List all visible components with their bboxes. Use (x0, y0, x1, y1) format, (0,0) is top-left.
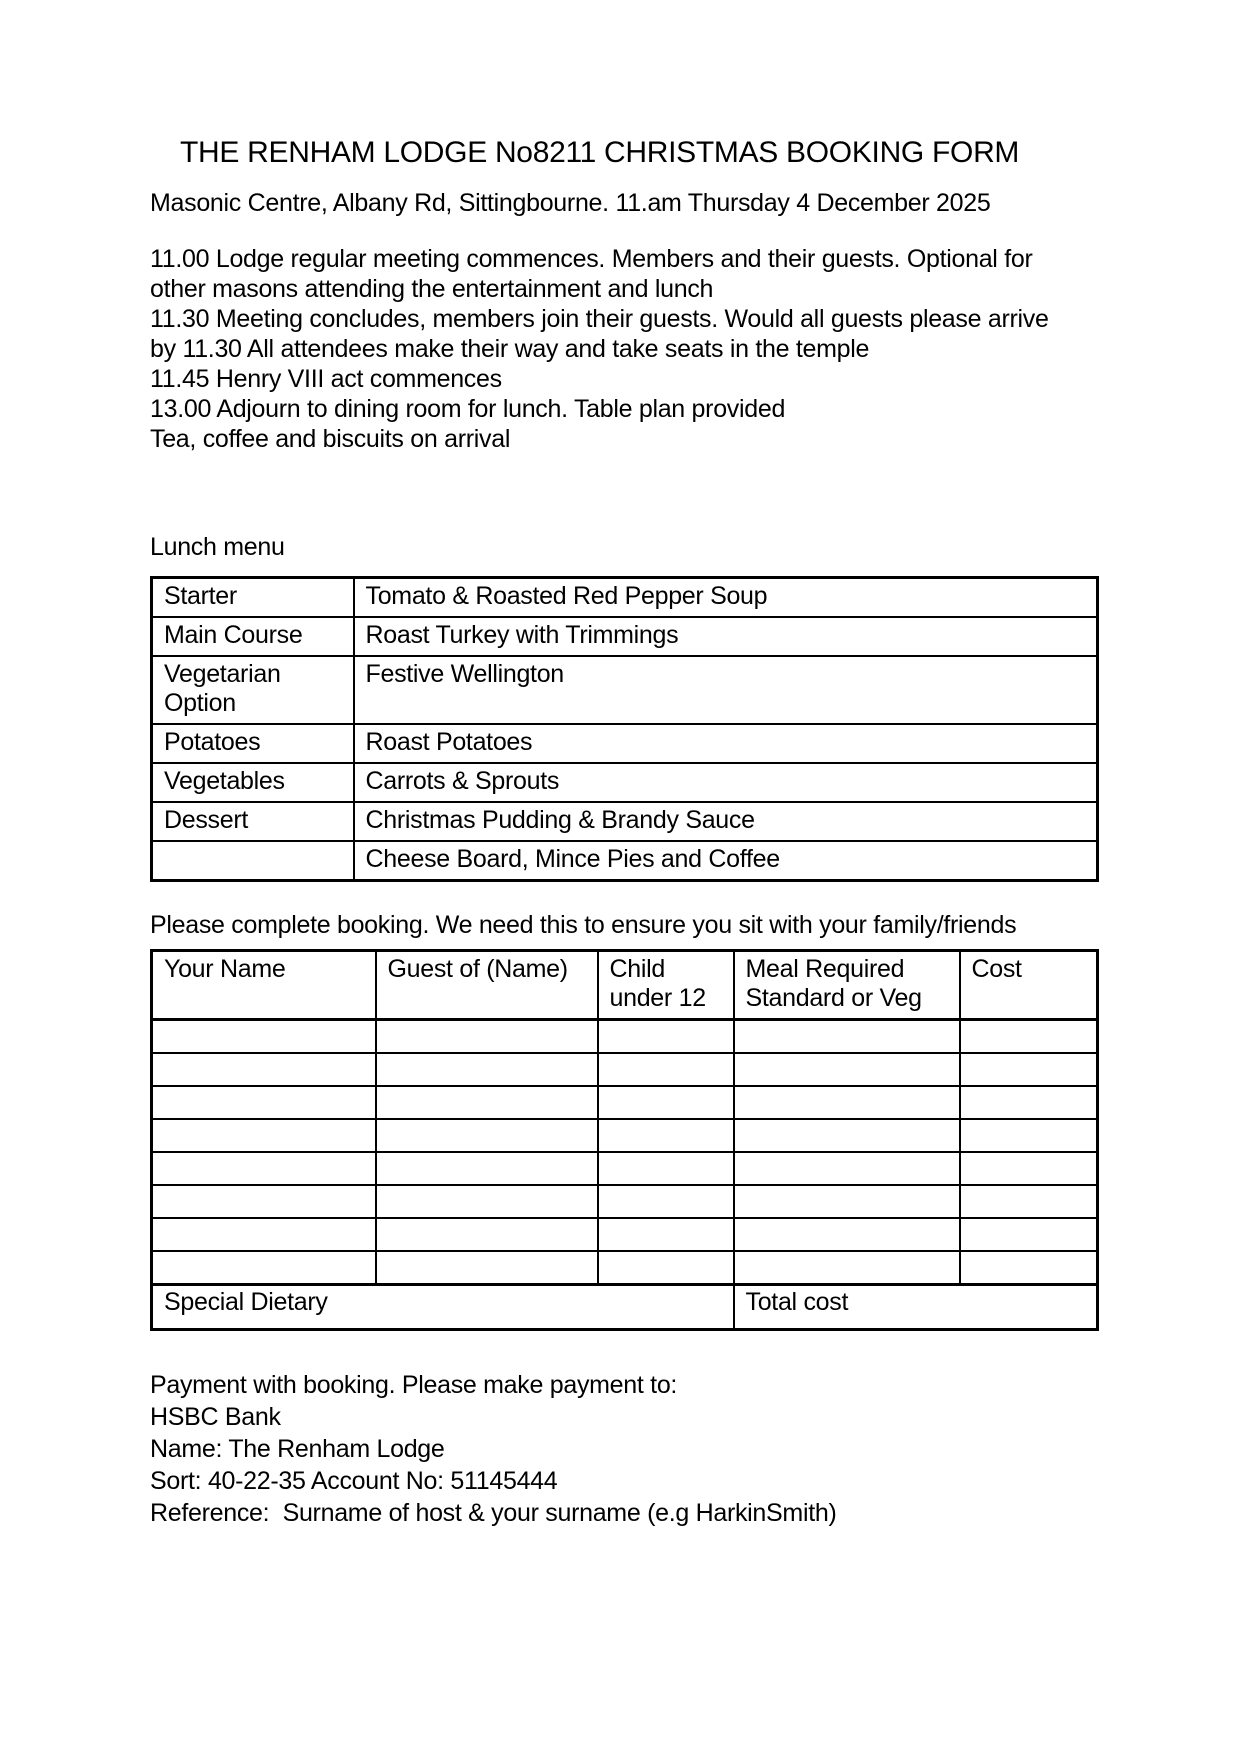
booking-column-header: Meal Required Standard or Veg (734, 951, 960, 1020)
payment-line: HSBC Bank (150, 1403, 281, 1431)
payment-line: Payment with booking. Please make payment to: (150, 1371, 678, 1399)
schedule-line: by 11.30 All attendees make their way and take seats in the temple (150, 335, 870, 363)
booking-intro: Please complete booking. We need this to ensure you sit with your family/friends (150, 911, 1017, 939)
booking-entry-cell[interactable] (960, 1020, 1098, 1054)
booking-entry-cell[interactable] (734, 1152, 960, 1185)
booking-entry-cell[interactable] (152, 1185, 376, 1218)
booking-entry-cell[interactable] (598, 1053, 734, 1086)
booking-entry-row (152, 1053, 1098, 1086)
menu-row (152, 656, 1098, 724)
booking-entry-cell[interactable] (376, 1152, 598, 1185)
booking-entry-cell[interactable] (152, 1218, 376, 1251)
payment-line: Reference: Surname of host & your surname (e.g HarkinSmith) (150, 1499, 837, 1527)
menu-dish: Festive Wellington (354, 656, 1098, 724)
booking-entry-row (152, 1119, 1098, 1152)
booking-entry-cell[interactable] (376, 1119, 598, 1152)
schedule-line: 11.30 Meeting concludes, members join their guests. Would all guests please arrive (150, 305, 1049, 333)
booking-entry-cell[interactable] (960, 1251, 1098, 1285)
booking-entry-cell[interactable] (598, 1251, 734, 1285)
schedule-line: other masons attending the entertainment and lunch (150, 275, 714, 303)
booking-table-body (152, 1020, 1098, 1285)
booking-table (150, 949, 1099, 1331)
menu-row (152, 802, 1098, 841)
menu-course-label (152, 841, 354, 881)
booking-footer-row (152, 1285, 1098, 1330)
menu-row (152, 617, 1098, 656)
booking-entry-cell[interactable] (734, 1185, 960, 1218)
menu-dish: Cheese Board, Mince Pies and Coffee (354, 841, 1098, 881)
booking-entry-cell[interactable] (598, 1119, 734, 1152)
booking-entry-row (152, 1251, 1098, 1285)
booking-entry-cell[interactable] (152, 1251, 376, 1285)
booking-entry-cell[interactable] (152, 1053, 376, 1086)
menu-row (152, 841, 1098, 881)
special-dietary-cell[interactable]: Special Dietary (152, 1285, 734, 1330)
booking-entry-cell[interactable] (376, 1053, 598, 1086)
payment-details (150, 1369, 1100, 1529)
menu-course-label: Potatoes (152, 724, 354, 763)
booking-entry-cell[interactable] (598, 1086, 734, 1119)
booking-entry-cell[interactable] (960, 1218, 1098, 1251)
booking-entry-cell[interactable] (960, 1086, 1098, 1119)
event-location-date: Masonic Centre, Albany Rd, Sittingbourne. 11.am Thursday 4 December 2025 (150, 189, 991, 217)
lunch-menu-heading: Lunch menu (150, 533, 285, 561)
booking-column-header: Your Name (152, 951, 376, 1020)
page-title: THE RENHAM LODGE No8211 CHRISTMAS BOOKING FORM (180, 136, 1020, 169)
booking-column-header: Child under 12 (598, 951, 734, 1020)
booking-entry-cell[interactable] (960, 1185, 1098, 1218)
booking-entry-row (152, 1185, 1098, 1218)
booking-entry-cell[interactable] (152, 1119, 376, 1152)
booking-entry-row (152, 1218, 1098, 1251)
booking-entry-cell[interactable] (376, 1251, 598, 1285)
menu-dish: Christmas Pudding & Brandy Sauce (354, 802, 1098, 841)
booking-column-header: Guest of (Name) (376, 951, 598, 1020)
booking-entry-cell[interactable] (598, 1185, 734, 1218)
booking-entry-cell[interactable] (376, 1020, 598, 1054)
schedule-line: 11.45 Henry VIII act commences (150, 365, 502, 393)
booking-entry-cell[interactable] (734, 1119, 960, 1152)
menu-course-label: Dessert (152, 802, 354, 841)
booking-entry-cell[interactable] (152, 1086, 376, 1119)
menu-dish: Roast Turkey with Trimmings (354, 617, 1098, 656)
menu-dish: Carrots & Sprouts (354, 763, 1098, 802)
booking-entry-cell[interactable] (734, 1086, 960, 1119)
total-cost-cell[interactable]: Total cost (734, 1285, 1098, 1330)
booking-entry-cell[interactable] (734, 1218, 960, 1251)
booking-entry-row (152, 1152, 1098, 1185)
booking-column-header: Cost (960, 951, 1098, 1020)
menu-row (152, 724, 1098, 763)
booking-entry-cell[interactable] (376, 1185, 598, 1218)
booking-entry-cell[interactable] (376, 1218, 598, 1251)
booking-entry-cell[interactable] (598, 1020, 734, 1054)
booking-entry-cell[interactable] (734, 1251, 960, 1285)
schedule (150, 244, 1100, 454)
menu-course-label: Vegetarian Option (152, 656, 354, 724)
booking-entry-cell[interactable] (152, 1152, 376, 1185)
menu-course-label: Main Course (152, 617, 354, 656)
booking-entry-cell[interactable] (376, 1086, 598, 1119)
menu-dish: Tomato & Roasted Red Pepper Soup (354, 578, 1098, 618)
booking-entry-cell[interactable] (960, 1053, 1098, 1086)
booking-entry-row (152, 1020, 1098, 1054)
menu-course-label: Starter (152, 578, 354, 618)
lunch-menu-table (150, 576, 1099, 882)
menu-table-body (152, 578, 1098, 881)
booking-entry-cell[interactable] (598, 1152, 734, 1185)
payment-line: Sort: 40-22-35 Account No: 51145444 (150, 1467, 558, 1495)
menu-row (152, 763, 1098, 802)
booking-entry-cell[interactable] (598, 1218, 734, 1251)
schedule-line: Tea, coffee and biscuits on arrival (150, 425, 511, 453)
booking-entry-cell[interactable] (960, 1152, 1098, 1185)
menu-course-label: Vegetables (152, 763, 354, 802)
booking-entry-row (152, 1086, 1098, 1119)
menu-dish: Roast Potatoes (354, 724, 1098, 763)
booking-header-row (152, 951, 1098, 1020)
booking-entry-cell[interactable] (152, 1020, 376, 1054)
booking-entry-cell[interactable] (960, 1119, 1098, 1152)
booking-entry-cell[interactable] (734, 1020, 960, 1054)
booking-entry-cell[interactable] (734, 1053, 960, 1086)
menu-row (152, 578, 1098, 618)
schedule-line: 11.00 Lodge regular meeting commences. Members and their guests. Optional for (150, 245, 1033, 273)
schedule-line: 13.00 Adjourn to dining room for lunch. Table plan provided (150, 395, 786, 423)
payment-line: Name: The Renham Lodge (150, 1435, 445, 1463)
